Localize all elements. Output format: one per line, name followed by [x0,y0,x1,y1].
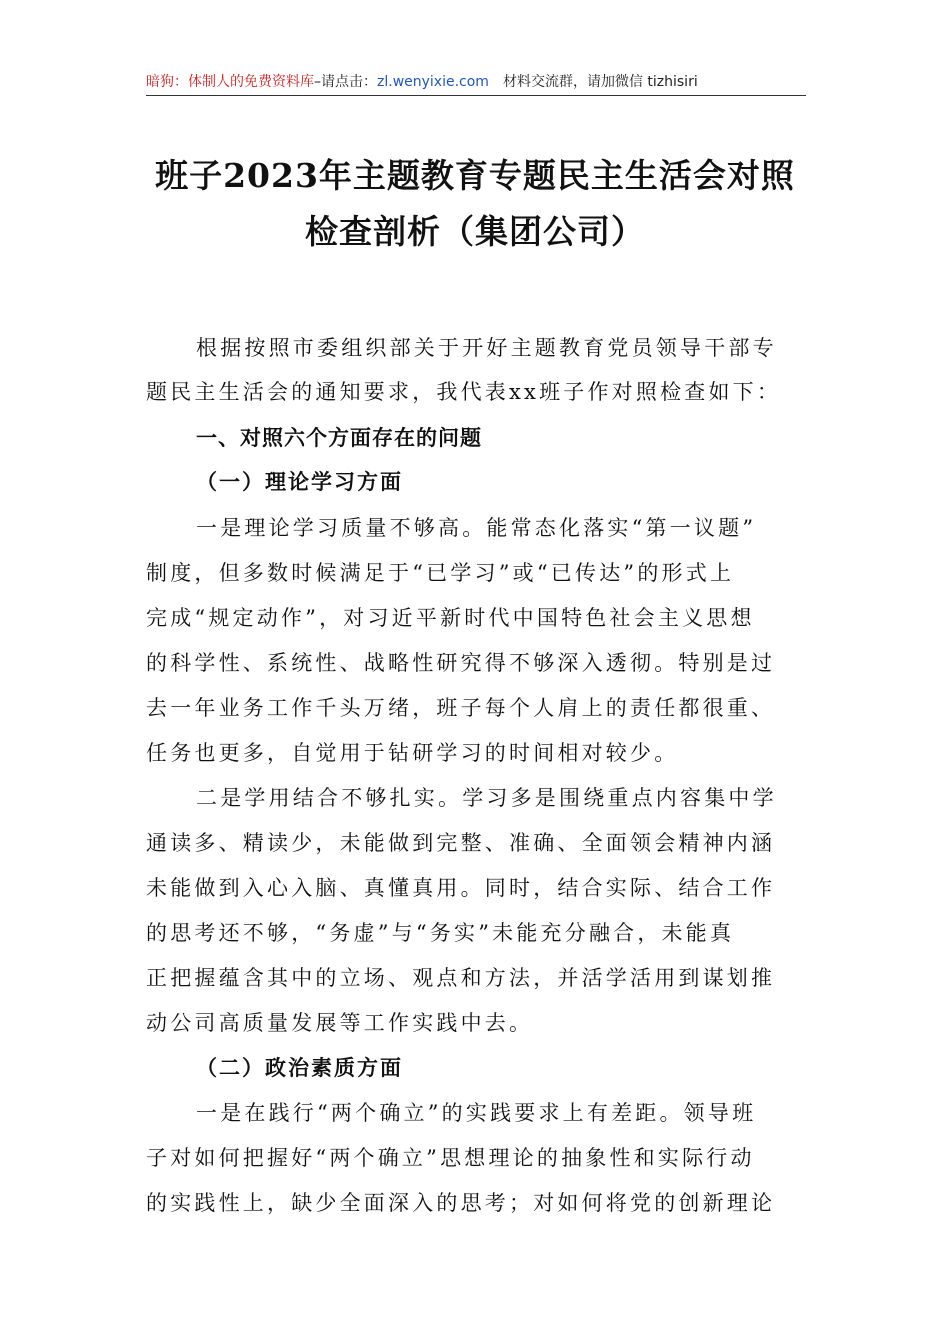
paragraph-line: 一是理论学习质量不够高。能常态化落实“第一议题” [196,516,757,540]
paragraph-line: 的思考还不够，“务虚”与“务实”未能充分融合，未能真 [146,921,735,945]
paragraph-line: 二是学用结合不够扎实。学习多是围绕重点内容集中学 [196,786,777,810]
header-prompt: –请点击： [314,74,377,90]
paragraph-line: 的实践性上，缺少全面深入的思考；对如何将党的创新理论 [146,1191,776,1215]
document-title-line-2: 检查剖析（集团公司） [305,212,645,251]
subsection-heading: （一）理论学习方面 [196,469,403,494]
paragraph-line: 未能做到入心入脑、真懂真用。同时，结合实际、结合工作 [146,876,776,900]
paragraph-line: 的科学性、系统性、战略性研究得不够深入透彻。特别是过 [146,651,776,675]
paragraph-line: 动公司高质量发展等工作实践中去。 [146,1011,534,1035]
paragraph-line: 题民主生活会的通知要求，我代表xx班子作对照检查如下： [146,380,782,404]
paragraph-line: 一是在践行“两个确立”的实践要求上有差距。领导班 [196,1101,757,1125]
paragraph-line: 制度，但多数时候满足于“已学习”或“已传达”的形式上 [146,561,735,585]
header-divider [146,95,806,96]
document-title-line-1: 班子2023年主题教育专题民主生活会对照 [155,156,795,195]
paragraph-line: 去一年业务工作千头万绪，班子每个人肩上的责任都很重、 [146,696,776,720]
paragraph-line: 完成“规定动作”，对习近平新时代中国特色社会主义思想 [146,606,755,630]
section-heading: 一、对照六个方面存在的问题 [196,426,482,450]
paragraph-line: 子对如何把握好“两个确立”思想理论的抽象性和实际行动 [146,1146,755,1170]
page-header [146,70,806,94]
header-link[interactable]: zl.wenyixie.com [377,74,489,90]
paragraph-line: 通读多、精读少，未能做到完整、准确、全面领会精神内涵 [146,831,776,855]
header-site-name: 暗狗：体制人的免费资料库 [146,74,314,90]
header-contact: 材料交流群，请加微信 tizhisiri [502,74,698,90]
paragraph-line: 正把握蕴含其中的立场、观点和方法，并活学活用到谋划推 [146,966,776,990]
subsection-heading: （二）政治素质方面 [196,1055,403,1080]
paragraph-line: 根据按照市委组织部关于开好主题教育党员领导干部专 [196,336,777,360]
paragraph-line: 任务也更多，自觉用于钻研学习的时间相对较少。 [146,741,679,765]
